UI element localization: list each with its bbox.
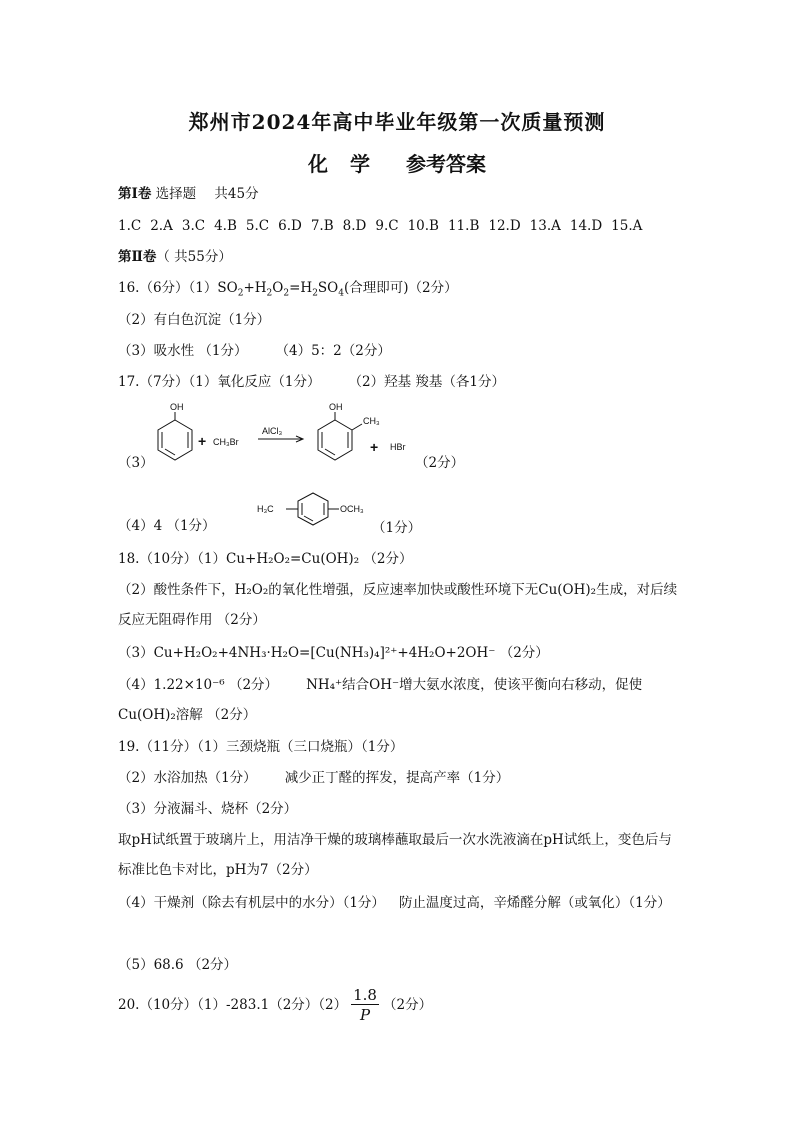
- mc-answer: 14.D: [569, 218, 603, 234]
- subtitle-char-2: 学: [350, 152, 370, 176]
- q19-line4: 取pH试纸置于玻璃片上，用洁净干燥的玻璃棒蘸取最后一次水洗液滴在pH试纸上，变色后与标准比色卡对比，pH为7（2分）: [118, 832, 672, 878]
- q18-line4: [118, 670, 684, 730]
- page-title: 郑州市2024年高中毕业年级第一次质量预测: [188, 110, 606, 134]
- part2-header: [118, 247, 684, 267]
- mc-answer: 9.C: [375, 218, 399, 234]
- mc-answer: 10.B: [407, 218, 439, 234]
- q18-text: NH₄⁺结合OH⁻增大氨水浓度，使该平衡向右移动，促使Cu(OH)₂溶解 （2分）: [118, 677, 643, 723]
- q16-text: （3）吸水性 （1分）: [118, 343, 248, 359]
- q17-text: （2）羟基 羧基（各1分）: [348, 374, 505, 390]
- q20-fraction: [351, 986, 379, 1025]
- q16-line2: （2）有白色沉淀（1分）: [118, 312, 271, 328]
- q19-line1: 19.（11分）（1）三颈烧瓶（三口烧瓶）（1分）: [118, 739, 404, 755]
- fraction-numerator: 1.8: [353, 986, 377, 1004]
- mc-answer: 1.C: [118, 218, 142, 234]
- q16-text: O: [272, 280, 284, 296]
- part1-header: [118, 184, 684, 204]
- q18-line1: 18.（10分）（1）Cu+H₂O₂=Cu(OH)₂ （2分）: [118, 551, 413, 567]
- mc-answer: 4.B: [214, 218, 237, 234]
- part2-label: 第Ⅱ卷: [118, 249, 157, 265]
- q16-text: SO: [317, 280, 339, 296]
- mc-answer: 8.D: [342, 218, 367, 234]
- q16-line1: 16.（6分）$(1)SO_2+H_2O_2=H_2SO_4$(合理即可)（2分）: [118, 280, 458, 299]
- q18-line3: （3）Cu+H₂O₂+4NH₃·H₂O=[Cu(NH₃)₄]²⁺+4H₂O+2OH⁻ （2分）: [118, 645, 549, 661]
- mc-answers: [118, 216, 684, 236]
- ch3br-label: CH₃Br: [213, 437, 239, 447]
- q19-text: 减少正丁醛的挥发，提高产率（1分）: [284, 770, 510, 786]
- part1-type: 选择题: [155, 186, 197, 202]
- q19-line3: （3）分液漏斗、烧杯（2分）: [118, 801, 298, 817]
- mc-answer: 11.B: [447, 218, 480, 234]
- plus-sign: +: [198, 433, 207, 449]
- plus-sign-2: +: [370, 439, 379, 455]
- q19-text: （4）干燥剂（除去有机层中的水分）（1分）: [118, 895, 385, 911]
- q17-structure-anisole: [255, 487, 375, 531]
- benzene-ring-1: [158, 420, 192, 460]
- q17-part3-score: （2分）: [415, 455, 465, 471]
- q17-part3-label: （3）: [118, 455, 154, 471]
- q20-text: （2分）: [382, 997, 433, 1013]
- q17-text: 17.（7分）（1）氧化反应（1分）: [118, 374, 321, 390]
- oh-label-2: OH: [329, 402, 343, 412]
- part1-label: 第Ⅰ卷: [118, 186, 152, 202]
- subtitle-answers: 参考答案: [406, 152, 486, 176]
- q19-line6: （5）68.6 （2分）: [118, 957, 238, 973]
- h3c-label: H₃C: [257, 504, 274, 514]
- q16-text: 16.（6分）（1）SO: [118, 280, 238, 296]
- ch3-label: CH₃: [363, 416, 380, 426]
- q20-text: 20.（10分）（1）-283.1（2分）（2）: [118, 997, 348, 1013]
- q16-line3: [118, 341, 684, 361]
- mc-answer: 12.D: [488, 218, 521, 234]
- alcl3-label: AlCl₃: [262, 426, 283, 436]
- q20-line1: [118, 985, 684, 1025]
- q17-part4: （4）4 （1分）: [118, 518, 216, 534]
- q19-line5: [118, 888, 684, 918]
- part2-score: （ 共55分）: [156, 249, 232, 265]
- q19-text: （2）水浴加热（1分）: [118, 770, 257, 786]
- q19-text: 防止温度过高，辛烯醛分解（或氧化）（1分）: [398, 895, 671, 911]
- hbr-label: HBr: [390, 442, 406, 452]
- mc-answer: 7.B: [310, 218, 334, 234]
- q17-line1: [118, 372, 684, 392]
- oh-label-1: OH: [170, 402, 184, 412]
- q16-text: （4）5：2（2分）: [275, 343, 391, 359]
- q18-line2: （2）酸性条件下，H₂O₂的氧化性增强，反应速率加快或酸性环境下无Cu(OH)₂生成，对后续反应无阻碍作用 （2分）: [118, 582, 678, 628]
- q16-text: =H: [289, 280, 313, 296]
- subtitle-char-1: 化: [308, 152, 328, 176]
- q18-text: （4）1.22×10⁻⁶ （2分）: [118, 677, 279, 693]
- mc-answer: 6.D: [278, 218, 302, 234]
- q17-part4-score: （1分）: [372, 520, 422, 536]
- mc-answer: 2.A: [150, 218, 173, 234]
- q19-line2: [118, 768, 684, 788]
- mc-answer: 15.A: [611, 218, 643, 234]
- q16-text: +H: [243, 280, 267, 296]
- fraction-denominator: P: [360, 1006, 371, 1024]
- part1-score: 共45分: [214, 186, 259, 202]
- benzene-ring-2: [318, 420, 352, 460]
- mc-answer: 13.A: [529, 218, 561, 234]
- mc-answer: 3.C: [181, 218, 206, 234]
- q16-text: (合理即可)（2分）: [343, 280, 458, 296]
- mc-answer: 5.C: [245, 218, 270, 234]
- och3-label: OCH₃: [340, 504, 364, 514]
- page-subtitle: [0, 148, 794, 177]
